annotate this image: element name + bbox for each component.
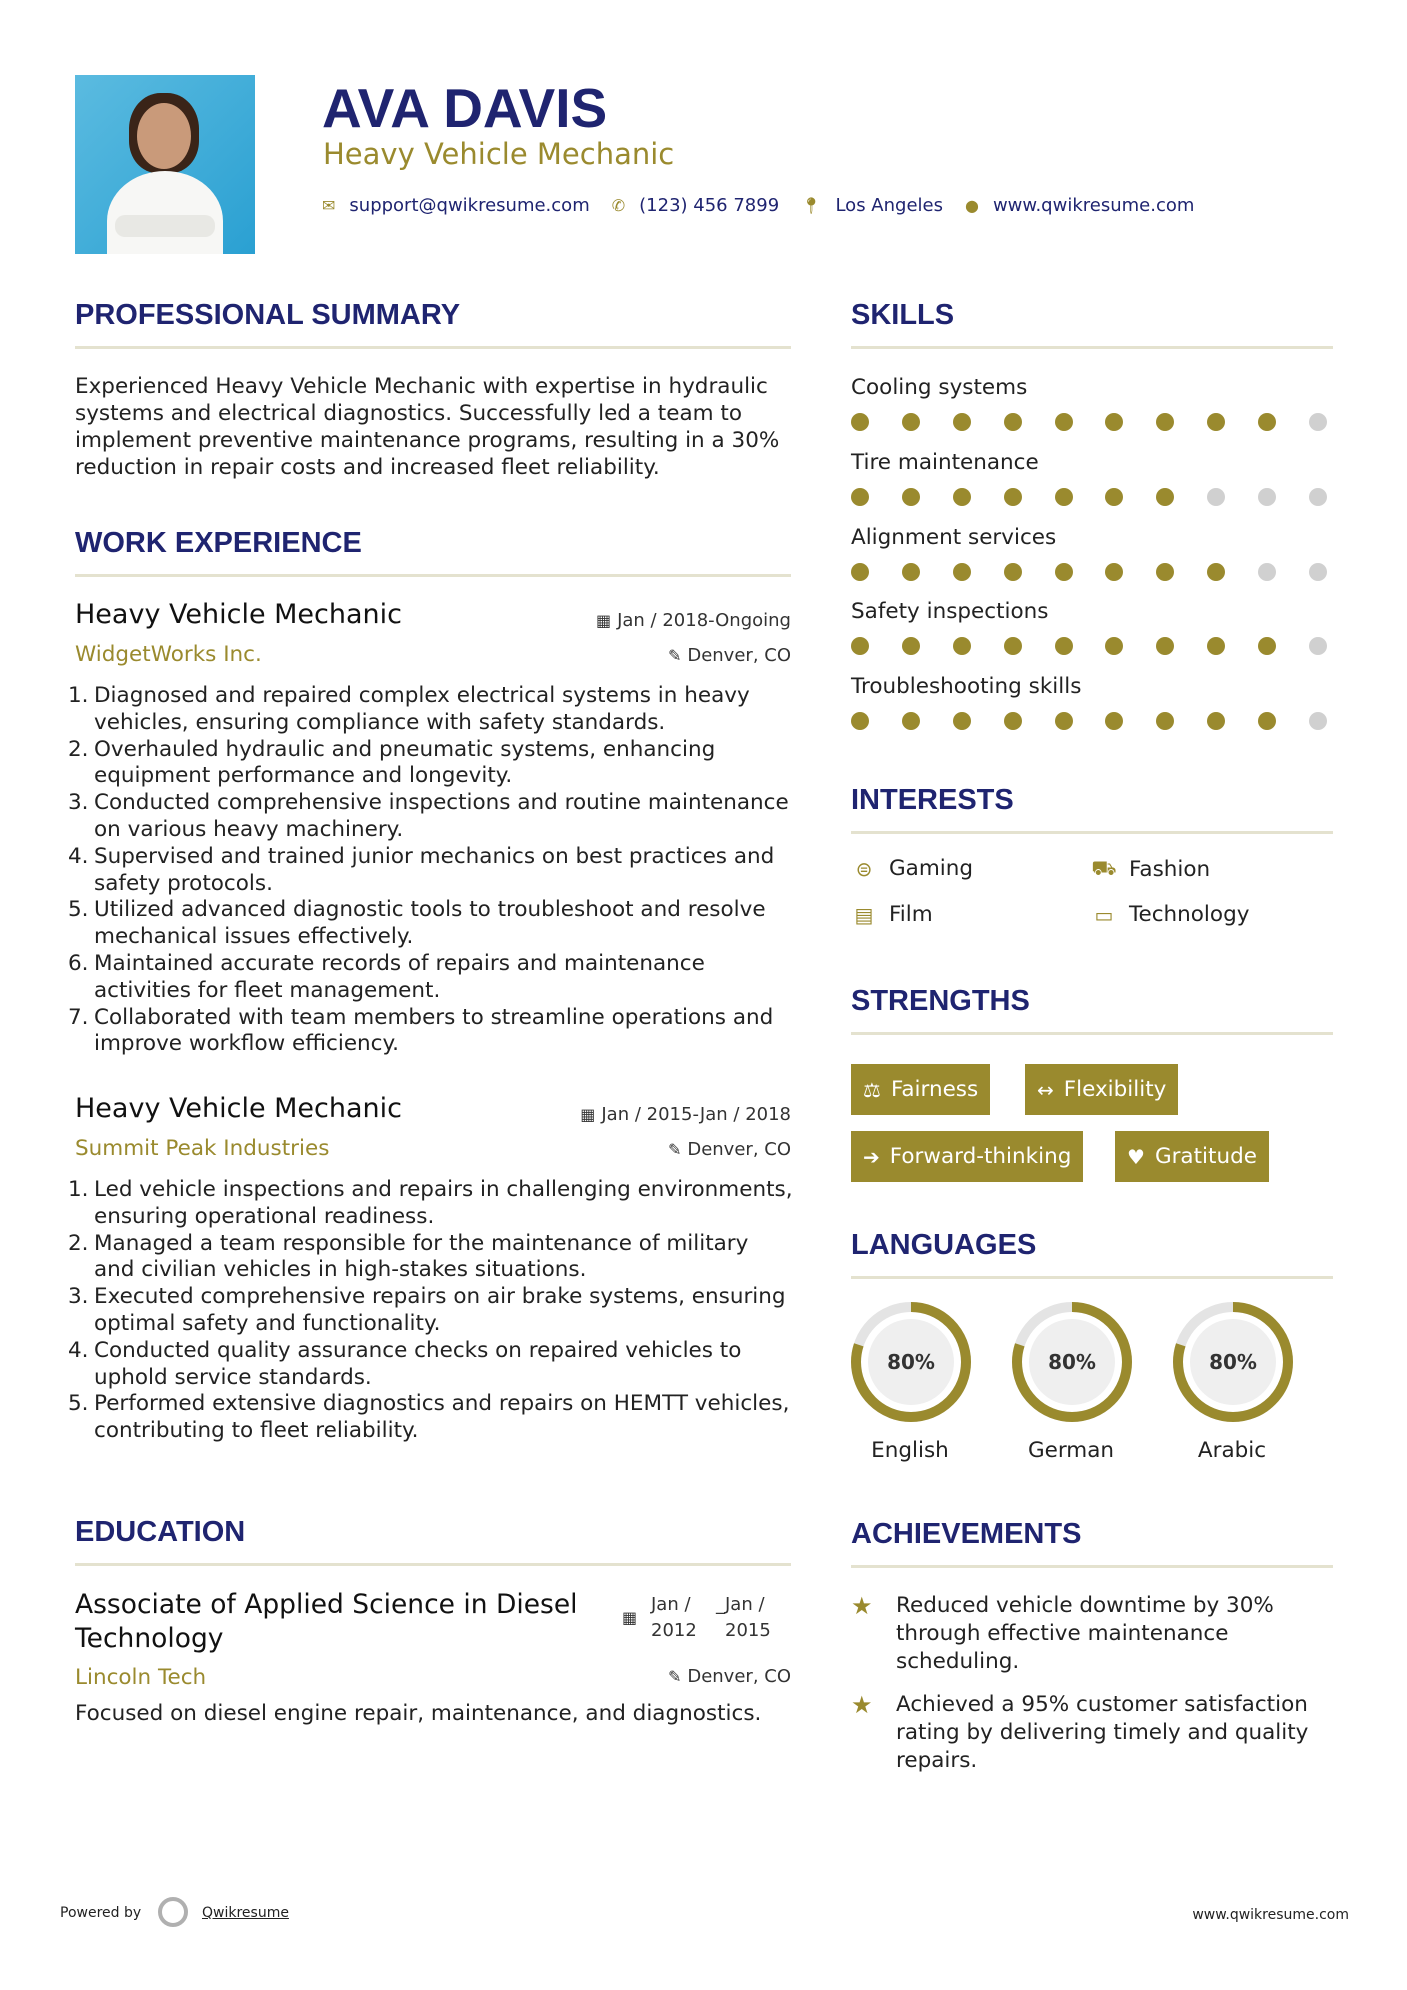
skill-dot bbox=[1055, 563, 1073, 581]
skill-dot bbox=[1207, 488, 1225, 506]
skill-name: Safety inspections bbox=[851, 599, 1049, 624]
skills-heading: SKILLS bbox=[851, 299, 955, 331]
skill-dot bbox=[1207, 563, 1225, 581]
languages-heading: LANGUAGES bbox=[851, 1229, 1037, 1261]
skill-dot bbox=[1105, 637, 1123, 655]
list-item: 4. Supervised and trained junior mechanics on best practices and safety protocols. bbox=[68, 843, 775, 896]
skill-rating bbox=[851, 413, 1327, 431]
skill-dot bbox=[851, 712, 869, 730]
strength-badge: ♥ Gratitude bbox=[1115, 1131, 1269, 1182]
skill-dot bbox=[953, 637, 971, 655]
calendar-icon: ▦ bbox=[580, 1105, 596, 1124]
skill-rating bbox=[851, 712, 1327, 730]
film-icon: ▤ bbox=[854, 902, 874, 927]
skill-dot bbox=[1105, 488, 1123, 506]
skill-dot bbox=[1004, 563, 1022, 581]
skill-dot bbox=[1156, 488, 1174, 506]
pin-icon: ✎ bbox=[667, 1667, 682, 1686]
job-company: Summit Peak Industries bbox=[75, 1136, 330, 1161]
list-item: 1. Led vehicle inspections and repairs in challenging environments, ensuring operational readiness. bbox=[68, 1177, 793, 1229]
summary-divider bbox=[75, 346, 791, 349]
skill-dot bbox=[953, 413, 971, 431]
skill-dot bbox=[1258, 637, 1276, 655]
summary-heading: PROFESSIONAL SUMMARY bbox=[75, 299, 461, 331]
shopping-bag-icon: ⛟ bbox=[1091, 856, 1117, 880]
job-company: WidgetWorks Inc. bbox=[75, 642, 262, 667]
skill-dot bbox=[1309, 563, 1327, 581]
skill-dot bbox=[953, 563, 971, 581]
skill-dot bbox=[902, 637, 920, 655]
list-item: 6. Maintained accurate records of repairs and maintenance activities for fleet management. bbox=[68, 950, 705, 1003]
skill-dot bbox=[1055, 413, 1073, 431]
experience-heading: WORK EXPERIENCE bbox=[75, 527, 362, 559]
laptop-icon: ▭ bbox=[1094, 902, 1114, 927]
skill-dot bbox=[902, 712, 920, 730]
school-name: Lincoln Tech bbox=[75, 1665, 207, 1690]
location-text: Los Angeles bbox=[835, 195, 943, 216]
skill-name: Tire maintenance bbox=[851, 450, 1039, 475]
skills-divider bbox=[851, 346, 1333, 349]
skill-dot bbox=[1207, 712, 1225, 730]
skill-dot bbox=[1055, 712, 1073, 730]
arrow-right-icon: ➔ bbox=[863, 1144, 880, 1169]
skill-dot bbox=[1055, 637, 1073, 655]
star-icon: ★ bbox=[851, 1592, 873, 1620]
map-marker-icon: 📍︎ bbox=[801, 196, 822, 215]
job-title: Heavy Vehicle Mechanic bbox=[75, 599, 403, 630]
gamepad-icon: ⊜ bbox=[855, 856, 873, 881]
language-name: Arabic bbox=[1197, 1438, 1267, 1463]
skill-dot bbox=[1207, 413, 1225, 431]
website-link[interactable]: www.qwikresume.com bbox=[992, 195, 1195, 216]
brand-link[interactable]: Qwikresume bbox=[202, 1905, 289, 1921]
candidate-name: AVA DAVIS bbox=[322, 77, 608, 139]
profile-photo bbox=[75, 75, 255, 254]
list-item: 5. Utilized advanced diagnostic tools to troubleshoot and resolve mechanical issues effectively. bbox=[68, 897, 766, 950]
skill-dot bbox=[902, 563, 920, 581]
interest-item: ⊜ Gaming bbox=[851, 856, 973, 881]
languages-divider bbox=[851, 1276, 1333, 1279]
achievements-heading: ACHIEVEMENTS bbox=[851, 1518, 1082, 1550]
skill-dot bbox=[1309, 488, 1327, 506]
job-location: ✎ Denver, CO bbox=[667, 1139, 791, 1160]
experience-divider bbox=[75, 574, 791, 577]
summary-text: Experienced Heavy Vehicle Mechanic with expertise in hydraulic systems and electrical diagnostics. Successfully led a team to implement preventive maintenance programs, resulting in a 30% reduction in repair costs and increased fleet reliability. bbox=[75, 374, 780, 480]
language-ring bbox=[1011, 1301, 1133, 1423]
skill-dot bbox=[1309, 712, 1327, 730]
calendar-icon: ▦ bbox=[622, 1608, 638, 1627]
powered-by-label: Powered by bbox=[60, 1905, 142, 1921]
heart-icon: ♥ bbox=[1127, 1144, 1145, 1169]
qwikresume-logo-icon bbox=[158, 1897, 188, 1927]
interest-item: ▭ Technology bbox=[1091, 902, 1249, 927]
skill-dot bbox=[1055, 488, 1073, 506]
candidate-title: Heavy Vehicle Mechanic bbox=[323, 137, 675, 171]
skill-dot bbox=[1258, 563, 1276, 581]
strength-badge: ↔ Flexibility bbox=[1025, 1064, 1178, 1115]
language-name: German bbox=[1027, 1438, 1115, 1463]
list-item: 2. Overhauled hydraulic and pneumatic systems, enhancing equipment performance and longevity. bbox=[68, 736, 716, 789]
job-location: ✎ Denver, CO bbox=[667, 645, 791, 666]
list-item: 5. Performed extensive diagnostics and repairs on HEMTT vehicles, contributing to fleet reliability. bbox=[68, 1391, 790, 1444]
contact-bar bbox=[322, 195, 1216, 216]
language-ring bbox=[850, 1301, 972, 1423]
phone-icon: ✆ bbox=[611, 196, 626, 215]
skill-dot bbox=[902, 488, 920, 506]
list-item: 1. Diagnosed and repaired complex electrical systems in heavy vehicles, ensuring compliance with safety standards. bbox=[68, 683, 750, 735]
strength-badge: ⚖ Fairness bbox=[851, 1064, 990, 1115]
skill-rating bbox=[851, 637, 1327, 655]
skill-dot bbox=[1105, 413, 1123, 431]
arrows-h-icon: ↔ bbox=[1037, 1077, 1054, 1102]
skill-dot bbox=[1156, 413, 1174, 431]
skill-dot bbox=[1156, 712, 1174, 730]
strength-badge: ➔ Forward-thinking bbox=[851, 1131, 1083, 1182]
list-item: 4. Conducted quality assurance checks on repaired vehicles to uphold service standards. bbox=[68, 1337, 742, 1390]
language-percent: 80% bbox=[887, 1350, 935, 1374]
job-dates: ▦ Jan / 2018-Ongoing bbox=[595, 610, 791, 631]
calendar-icon: ▦ bbox=[595, 611, 612, 630]
skill-dot bbox=[851, 637, 869, 655]
skill-dot bbox=[1105, 563, 1123, 581]
skill-dot bbox=[851, 563, 869, 581]
balance-scale-icon: ⚖ bbox=[863, 1077, 881, 1102]
skill-dot bbox=[953, 712, 971, 730]
interests-divider bbox=[851, 831, 1333, 834]
skill-dot bbox=[1258, 413, 1276, 431]
achievements-divider bbox=[851, 1565, 1333, 1568]
skill-dot bbox=[1207, 637, 1225, 655]
skill-rating bbox=[851, 488, 1327, 506]
education-start-date: Jan / 2012 bbox=[651, 1594, 697, 1641]
skill-dot bbox=[1004, 637, 1022, 655]
skill-dot bbox=[1105, 712, 1123, 730]
education-location: ✎ Denver, CO bbox=[667, 1666, 791, 1687]
skill-dot bbox=[1004, 712, 1022, 730]
education-divider bbox=[75, 1563, 791, 1566]
skill-dot bbox=[1004, 413, 1022, 431]
skill-name: Alignment services bbox=[851, 525, 1057, 550]
skill-name: Troubleshooting skills bbox=[851, 674, 1082, 699]
skill-dot bbox=[953, 488, 971, 506]
skill-dot bbox=[851, 413, 869, 431]
language-ring bbox=[1172, 1301, 1294, 1423]
skill-dot bbox=[1156, 637, 1174, 655]
list-item: 2. Managed a team responsible for the maintenance of military and civilian vehicles in high-stakes situations. bbox=[68, 1230, 749, 1283]
achievement-item: Achieved a 95% customer satisfaction rating by delivering timely and quality repairs. bbox=[896, 1692, 1309, 1773]
list-item: 3. Conducted comprehensive inspections and routine maintenance on various heavy machinery. bbox=[68, 790, 789, 842]
language-name: English bbox=[871, 1438, 949, 1463]
education-heading: EDUCATION bbox=[75, 1516, 246, 1548]
job-dates: ▦ Jan / 2015-Jan / 2018 bbox=[580, 1104, 791, 1125]
job-duties-list bbox=[68, 1177, 795, 1445]
language-percent: 80% bbox=[1209, 1350, 1257, 1374]
skill-dot bbox=[1309, 637, 1327, 655]
skill-dot bbox=[1258, 712, 1276, 730]
strengths-heading: STRENGTHS bbox=[851, 985, 1030, 1017]
globe-icon: ● bbox=[964, 196, 979, 215]
language-percent: 80% bbox=[1048, 1350, 1096, 1374]
strengths-divider bbox=[851, 1032, 1333, 1035]
degree-title: Associate of Applied Science in Diesel Technology bbox=[75, 1589, 578, 1654]
education-end-date: _Jan / 2015 bbox=[716, 1594, 771, 1641]
skill-dot bbox=[1004, 488, 1022, 506]
achievement-item: Reduced vehicle downtime by 30% through effective maintenance scheduling. bbox=[896, 1593, 1274, 1674]
phone-number: (123) 456 7899 bbox=[639, 195, 780, 216]
job-title: Heavy Vehicle Mechanic bbox=[75, 1093, 403, 1124]
interest-item: ⛟ Fashion bbox=[1091, 856, 1211, 882]
skill-dot bbox=[1156, 563, 1174, 581]
skill-name: Cooling systems bbox=[851, 375, 1028, 400]
skill-dot bbox=[1258, 488, 1276, 506]
interest-item: ▤ Film bbox=[851, 902, 933, 927]
star-icon: ★ bbox=[851, 1691, 873, 1719]
list-item: 3. Executed comprehensive repairs on air brake systems, ensuring optimal safety and functionality. bbox=[68, 1284, 786, 1336]
list-item: 7. Collaborated with team members to streamline operations and improve workflow efficiency. bbox=[68, 1004, 774, 1057]
job-duties-list bbox=[68, 683, 795, 1058]
skill-dot bbox=[851, 488, 869, 506]
pin-icon: ✎ bbox=[667, 1140, 682, 1159]
skill-dot bbox=[1309, 413, 1327, 431]
interests-heading: INTERESTS bbox=[851, 784, 1014, 816]
envelope-icon: ✉ bbox=[322, 196, 336, 215]
skill-rating bbox=[851, 563, 1327, 581]
email-link[interactable]: support@qwikresume.com bbox=[349, 195, 590, 216]
pin-icon: ✎ bbox=[667, 646, 682, 665]
skill-dot bbox=[902, 413, 920, 431]
footer-website-link[interactable]: www.qwikresume.com bbox=[1192, 1907, 1349, 1923]
education-description: Focused on diesel engine repair, maintenance, and diagnostics. bbox=[75, 1701, 762, 1726]
